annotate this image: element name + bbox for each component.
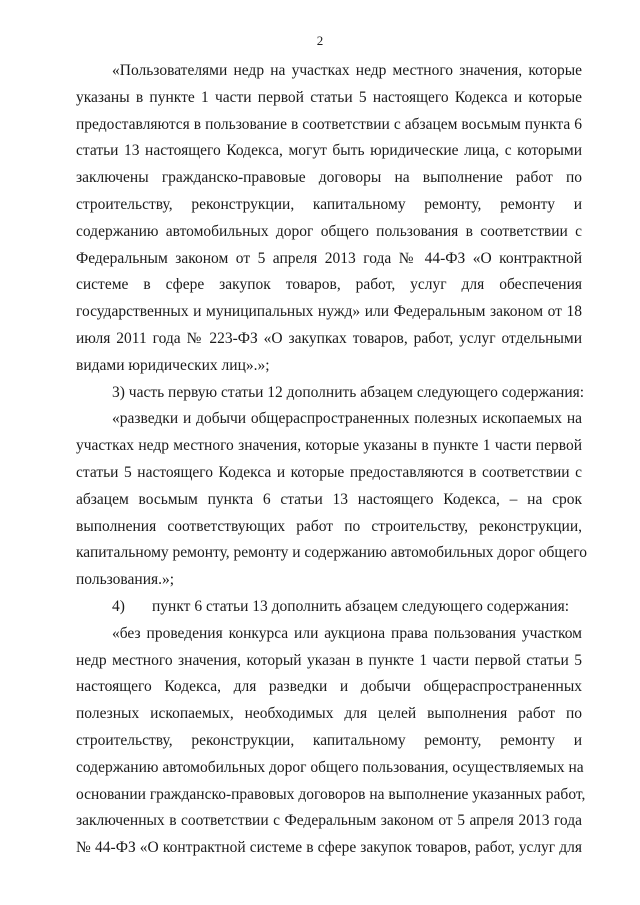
list-number: 4) bbox=[112, 597, 125, 615]
page-number: 2 bbox=[316, 33, 324, 48]
list-item-text: пункт 6 статьи 13 дополнить абзацем следующего содержания: bbox=[152, 597, 570, 615]
text-line: государственных и муниципальных нужд» или Федеральным законом от 18 bbox=[76, 303, 582, 321]
text-line: участках недр местного значения, которые указаны в пункте 1 части первой bbox=[76, 437, 582, 455]
text-line: настоящего Кодекса, для разведки и добычи общераспространенных bbox=[76, 678, 582, 696]
text-line: заключены гражданско-правовые договоры на выполнение работ по bbox=[76, 169, 582, 187]
text-line: июля 2011 года № 223-ФЗ «О закупках товаров, работ, услуг отдельными bbox=[76, 329, 582, 347]
text-line: статьи 13 настоящего Кодекса, могут быть юридические лица, с которыми bbox=[76, 142, 582, 160]
text-line: системе в сфере закупок товаров, работ, услуг для обеспечения bbox=[76, 276, 582, 294]
text-line: статьи 5 настоящего Кодекса и которые предоставляются в соответствии с bbox=[76, 463, 582, 481]
text-line: строительству, реконструкции, капитальному ремонту, ремонту и bbox=[76, 731, 582, 749]
text-line: полезных ископаемых, необходимых для целей выполнения работ по bbox=[76, 705, 582, 723]
text-line: капитальному ремонту, ремонту и содержанию автомобильных дорог общего bbox=[76, 544, 587, 562]
text-line: указаны в пункте 1 части первой статьи 5 настоящего Кодекса и которые bbox=[76, 88, 582, 106]
text-line: видами юридических лиц».»; bbox=[76, 356, 270, 374]
list-item-3: 3) часть первую статьи 12 дополнить абзацем следующего содержания: bbox=[112, 383, 585, 401]
text-line: пользования.»; bbox=[76, 571, 175, 589]
text-line: Федеральным законом от 5 апреля 2013 года № 44-ФЗ «О контрактной bbox=[76, 249, 582, 267]
text-line: «разведки и добычи общераспространенных полезных ископаемых на bbox=[112, 410, 582, 428]
text-line: основании гражданско-правовых договоров на выполнение указанных работ, bbox=[76, 785, 586, 803]
text-line: выполнения соответствующих работ по строительству, реконструкции, bbox=[76, 517, 582, 535]
text-line: содержанию автомобильных дорог общего пользования, осуществляемых на bbox=[76, 758, 584, 776]
list-item-4 bbox=[76, 594, 582, 621]
text-line: недр местного значения, который указан в пункте 1 части первой статьи 5 bbox=[76, 651, 582, 669]
text-line: предоставляются в пользование в соответствии с абзацем восьмым пункта 6 bbox=[76, 115, 582, 133]
text-line: абзацем восьмым пункта 6 статьи 13 настоящего Кодекса, – на срок bbox=[76, 490, 582, 508]
text-line: «без проведения конкурса или аукциона права пользования участком bbox=[112, 624, 582, 642]
text-line: заключенных в соответствии с Федеральным законом от 5 апреля 2013 года bbox=[76, 812, 582, 830]
document-body bbox=[76, 58, 587, 862]
text-line: «Пользователями недр на участках недр местного значения, которые bbox=[112, 62, 582, 79]
text-line: содержанию автомобильных дорог общего пользования в соответствии с bbox=[76, 222, 582, 240]
text-line: строительству, реконструкции, капитальному ремонту, ремонту и bbox=[76, 195, 582, 213]
text-line: № 44-ФЗ «О контрактной системе в сфере закупок товаров, работ, услуг для bbox=[76, 839, 582, 857]
